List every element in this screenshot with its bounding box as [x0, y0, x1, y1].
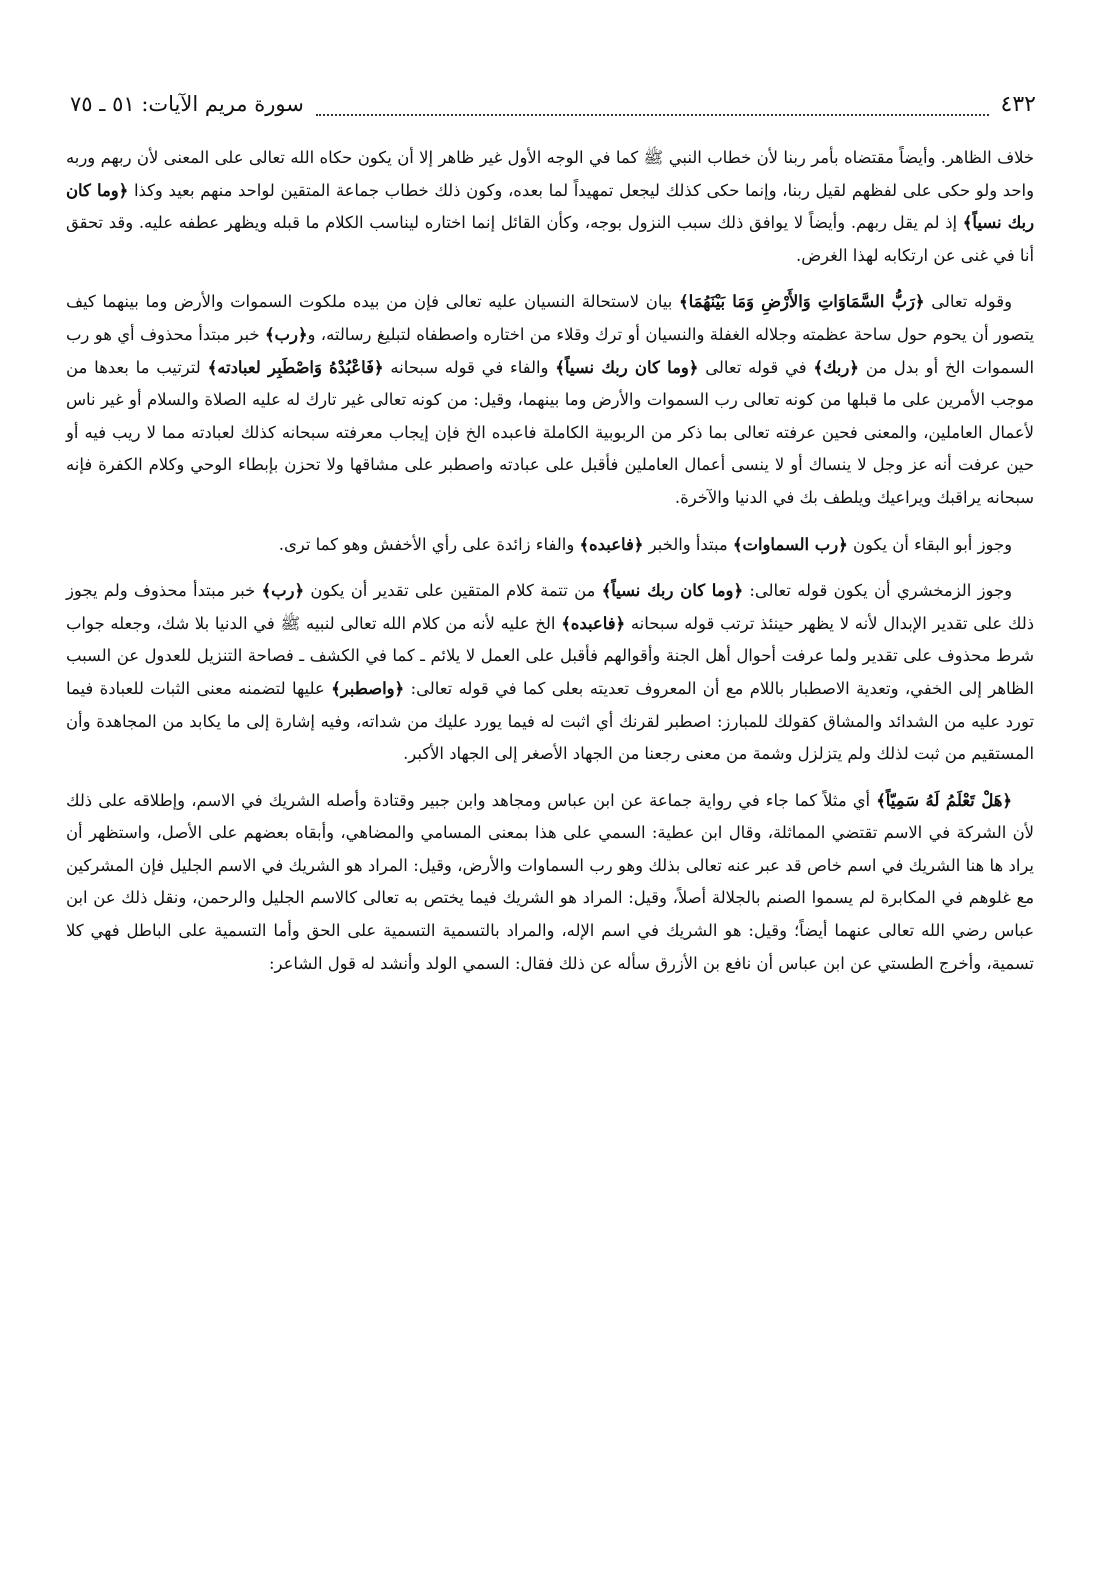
paragraph [66, 575, 1034, 771]
text-run: خبر مبتدأ محذوف أي هو رب السموات الخ أو بدل من [66, 324, 1035, 377]
quran-quote: ﴿رب السماوات﴾ [732, 534, 848, 554]
text-run: وجوز الزمخشري أن يكون قوله تعالى: [743, 581, 1012, 601]
page-number: ٤٣٢ [1000, 92, 1036, 117]
paragraph [66, 286, 1034, 514]
text-run: لترتيب ما بعدها من موجب الأمرين على ما قبلها من كونه تعالى رب السموات والأرض وما بينهما، وقيل: من كونه تعالى غير تارك له عليه الصلاة والسلام أو غير ناس لأعمال العاملين، والمعنى فحين عرفته تعالى بما ذكر من الربوبية الكاملة فاعبده الخ فإن إيجاب معرفته سبحانه كذلك لعبادته مما لا ريب فيه أو حين عرفت أنه عز وجل لا ينساك أو لا ينسى أعمال العاملين فأقبل على عبادته واصطبر على مشاقها ولا تحزن بإبطاء الوحي وكلام الكفرة فإنه سبحانه يراقبك ويراعيك ويلطف بك في الدنيا والآخرة. [66, 357, 1034, 507]
paragraph [66, 142, 1034, 272]
text-run: وقوله تعالى [924, 292, 1012, 312]
text-run: الخ عليه لأنه من كلام الله تعالى لنبيه ﷺ في الدنيا بلا شك، وجعله جواب شرط محذوف على تقدير ولما عرفت أحوال أهل الجنة وأقوالهم فأقبل على العمل لا يلائم ـ كما في الكشف ـ فصاحة التنزيل للعدول عن السبب الظاهر إلى الخفي، وتعدية الاصطبار باللام مع أن المعروف تعديته بعلى كما في قوله تعالى: [66, 613, 1034, 698]
quran-quote: ﴿فَاعْبُدْهُ وَاصْطَبِر لعبادته﴾ [207, 357, 384, 377]
running-title: سورة مريم الآيات: ٥١ ـ ٧٥ [70, 92, 304, 116]
quran-quote: ﴿رَبُّ السَّمَاوَاتِ وَالأَرْضِ وَمَا بَيْنَهُمَا﴾ [679, 292, 925, 312]
text-run: وجوز أبو البقاء أن يكون [847, 534, 1012, 554]
text-run: في قوله تعالى [698, 357, 814, 377]
text-run: مبتدأ والخبر [643, 534, 733, 554]
quran-quote: ﴿هَلْ تَعْلَمُ لَهُ سَمِيّاً﴾ [876, 790, 1012, 810]
header-leader-dots [316, 100, 989, 116]
quran-quote: ﴿رب﴾ [261, 581, 305, 601]
quran-quote: ﴿وما كان ربك نسياً﴾ [601, 581, 744, 601]
quran-quote: ﴿وما كان ربك نسياً﴾ [66, 180, 1034, 233]
paragraph [66, 529, 1034, 562]
text-run: عليها لتضمنه معنى الثبات للعبادة فيما تورد عليه من الشدائد والمشاق كقولك للمبارز: اصطبر لقرنك أي اثبت له فيما يورد عليك من شداته، وفيه إشارة إلى ما يكابد من المجاهدة وأن المستقيم من ثبت لذلك ولم يتزلزل وشمة من معنى رجعنا من الجهاد الأصغر إلى الجهاد الأكبر. [66, 678, 1034, 764]
text-run: والفاء زائدة على رأي الأخفش وهو كما ترى. [278, 534, 580, 554]
text-run: من تتمة كلام المتقين على تقدير أن يكون [304, 581, 602, 601]
text-run: إذ لم يقل ربهم. وأيضاً لا يوافق ذلك سبب النزول بوجه، وكأن القائل إنما اختاره ليناسب الكلام ما قبله ويظهر عطفه عليه. وقد تحقق أنا في غنى عن ارتكابه لهذا الغرض. [66, 213, 1034, 265]
quran-quote: ﴿رب﴾ [264, 324, 308, 344]
paragraph [66, 785, 1034, 981]
text-run: أي مثلاً كما جاء في رواية جماعة عن ابن عباس ومجاهد وابن جبير وقتادة وأصله الشريك في الاسم، وإطلاقه على ذلك لأن الشركة في الاسم تقتضي المماثلة، وقال ابن عطية: السمي على هذا بمعنى المسامي والمضاهي، وأبقاه بعضهم على الأصل، واستظهر أن يراد ها هنا الشريك في اسم خاص قد عبر عنه تعالى بذلك وهو رب السماوات والأرض، وقيل: المراد هو الشريك في الاسم الجليل فإن المشركين مع غلوهم في المكابرة لم يسموا الصنم بالجلالة أصلاً، وقيل: المراد هو الشريك فيما يختص به تعالى كالاسم الجليل والرحمن، ونقل ذلك عن ابن عباس رضي الله تعالى عنهما أيضاً؛ وقيل: هو الشريك في اسم الإله، والمراد بالتسمية التسمية على الحق وأما التسمية على الباطل فهي كلا تسمية، وأخرج الطستي عن ابن عباس أن نافع بن الأزرق سأله عن ذلك فقال: السمي الولد وأنشد له قول الشاعر: [66, 790, 1034, 973]
quran-quote: ﴿واصطبر﴾ [331, 678, 405, 698]
text-run: خبر مبتدأ محذوف ولم يجوز ذلك على تقدير الإبدال لأنه لا يظهر حينئذ ترتب قوله سبحانه [66, 581, 1034, 633]
text-run: خلاف الظاهر. وأيضاً مقتضاه بأمر ربنا لأن خطاب النبي ﷺ كما في الوجه الأول غير ظاهر إلا أن يكون حكاه الله تعالى على المعنى لأن ربهم وربه واحد ولو حكى على لفظهم لقيل ربنا، وإنما حكى كذلك ليجعل تمهيداً لما بعده، وكون ذلك خطاب جماعة المتقين لواحد منهم بعيد وكذا [66, 148, 1034, 200]
text-run: بيان لاستحالة النسيان عليه تعالى فإن من بيده ملكوت السموات والأرض وما بينهما كيف يتصور أن يحوم حول ساحة عظمته وجلاله الغفلة والنسيان أو ترك وقلاء من اختاره واصطفاه لتبليغ رسالته، و [66, 292, 1035, 344]
quran-quote: ﴿فاعبده﴾ [579, 534, 644, 554]
quran-quote: ﴿فاعبده﴾ [561, 613, 626, 633]
quran-quote: ﴿وما كان ربك نسياً﴾ [555, 357, 699, 377]
body-text [66, 142, 1034, 987]
quran-quote: ﴿ربك﴾ [813, 357, 859, 377]
text-run: والفاء في قوله سبحانه [383, 357, 556, 377]
page-header [70, 92, 1036, 124]
